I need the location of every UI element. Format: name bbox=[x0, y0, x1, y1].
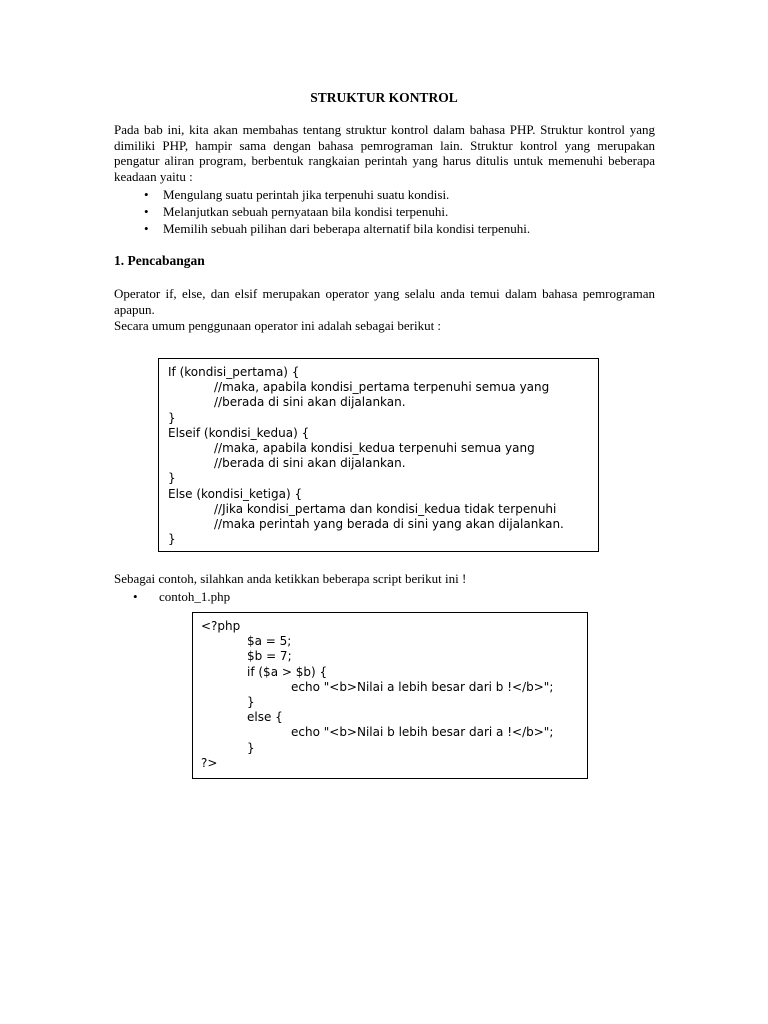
code-line: echo "<b>Nilai a lebih besar dari b !</b>"; bbox=[291, 679, 554, 694]
code-line: ?> bbox=[201, 755, 218, 770]
list-item-text: Mengulang suatu perintah jika terpenuhi suatu kondisi. bbox=[163, 187, 450, 202]
intro-paragraph: Pada bab ini, kita akan membahas tentang struktur kontrol dalam bahasa PHP. Struktur kontrol yang dimiliki PHP, hampir sama dengan bahasa pemrograman lain. Struktur kontrol yang merupakan pengatur aliran program, berbentuk rangkaian perintah yang harus ditulis untuk memenuhi beberapa keadaan yaitu : bbox=[114, 122, 655, 184]
section-heading: 1. Pencabangan bbox=[114, 253, 205, 268]
code-line: //maka, apabila kondisi_kedua terpenuhi semua yang bbox=[214, 440, 535, 455]
list-item bbox=[144, 220, 664, 237]
code-line: If (kondisi_pertama) { bbox=[168, 365, 300, 379]
bullet-icon: • bbox=[144, 221, 149, 236]
code-line: //maka perintah yang berada di sini yang akan dijalankan. bbox=[214, 516, 564, 531]
bullet-icon: • bbox=[144, 187, 149, 202]
code-line: <?php bbox=[201, 619, 241, 633]
code-line: //berada di sini akan dijalankan. bbox=[214, 395, 406, 410]
code-line: //maka, apabila kondisi_pertama terpenuhi semua yang bbox=[214, 380, 550, 395]
list-item bbox=[144, 203, 664, 220]
section-paragraph: Operator if, else, dan elsif merupakan operator yang selalu anda temui dalam bahasa pemrograman apapun. bbox=[114, 286, 655, 317]
bullet-icon: • bbox=[144, 204, 149, 219]
section-paragraph-2: Secara umum penggunaan operator ini adalah sebagai berikut : bbox=[114, 318, 442, 333]
example-file-list bbox=[133, 588, 653, 605]
code-line: } bbox=[168, 410, 176, 425]
list-item-text: Memilih sebuah pilihan dari beberapa alternatif bila kondisi terpenuhi. bbox=[163, 221, 531, 236]
syntax-code-box bbox=[158, 358, 599, 552]
example-intro: Sebagai contoh, silahkan anda ketikkan beberapa script berikut ini ! bbox=[114, 571, 467, 586]
code-line: } bbox=[168, 532, 176, 547]
document-title: STRUKTUR KONTROL bbox=[310, 90, 458, 105]
control-structure-list bbox=[144, 186, 664, 237]
code-line: if ($a > $b) { bbox=[247, 664, 328, 679]
code-line: } bbox=[247, 694, 255, 709]
example-code-box bbox=[192, 612, 588, 779]
bullet-icon: • bbox=[133, 589, 138, 604]
code-line: Elseif (kondisi_kedua) { bbox=[168, 425, 310, 440]
list-item bbox=[133, 588, 653, 605]
code-line: //berada di sini akan dijalankan. bbox=[214, 456, 406, 471]
code-line: echo "<b>Nilai b lebih besar dari a !</b>"; bbox=[291, 725, 554, 740]
code-line: } bbox=[247, 740, 255, 755]
code-line: $b = 7; bbox=[247, 649, 292, 664]
code-line: Else (kondisi_ketiga) { bbox=[168, 486, 303, 501]
code-line: //Jika kondisi_pertama dan kondisi_kedua tidak terpenuhi bbox=[214, 501, 557, 516]
example-file-name: contoh_1.php bbox=[159, 589, 231, 604]
list-item bbox=[144, 186, 664, 203]
code-line: else { bbox=[247, 710, 283, 725]
code-line: $a = 5; bbox=[247, 634, 292, 649]
code-line: } bbox=[168, 471, 176, 486]
list-item-text: Melanjutkan sebuah pernyataan bila kondisi terpenuhi. bbox=[163, 204, 449, 219]
